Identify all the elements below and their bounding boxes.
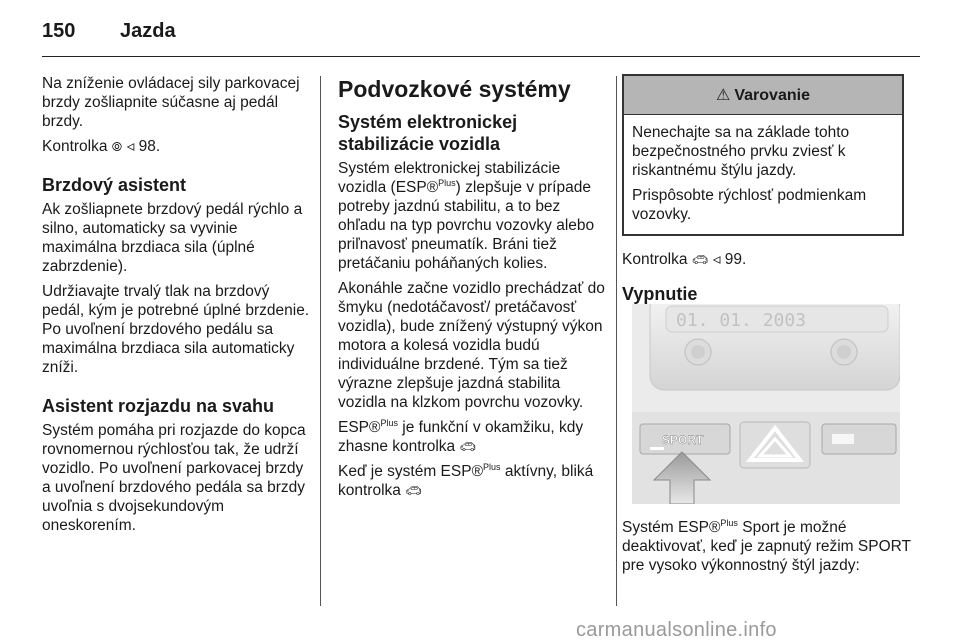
column-middle bbox=[338, 74, 610, 506]
column-right-bottom bbox=[622, 518, 914, 581]
text: Kontrolka bbox=[42, 138, 112, 155]
section-heading: Systém elektronickej stabilizácie vozidla bbox=[338, 112, 518, 154]
dashboard-figure bbox=[632, 304, 900, 504]
superscript: Plus bbox=[483, 461, 501, 472]
warning-box bbox=[622, 74, 904, 236]
superscript: Plus bbox=[438, 177, 456, 188]
text: je funkční v okamžiku, kdy zhasne kontrolka bbox=[338, 419, 584, 455]
text: aktívny, bliká kontrolka bbox=[338, 463, 594, 499]
paragraph: Systém pomáha pri rozjazde do kopca rovnomernou rýchlosťou tak, že udrží vozidlo. Po uvoľnení parkovacej brzdy a uvoľnení brzdového pedála sa brzdy uvoľnia s dvojsekundovým oneskorením. bbox=[42, 422, 306, 534]
paragraph: Na zníženie ovládacej sily parkovacej brzdy zošliapnite súčasne aj pedál brzdy. bbox=[42, 75, 300, 130]
text: Sport je možné deaktivovať, keď je zapnutý režim SPORT pre vysoko výkonnostný štýl jazdy: bbox=[622, 519, 911, 574]
warning-body bbox=[624, 115, 902, 234]
column-right bbox=[622, 74, 914, 309]
display-date: 01. 01. 2003 bbox=[676, 310, 807, 331]
chapter-heading: Podvozkové systémy bbox=[338, 76, 571, 102]
warning-title: Varovanie bbox=[734, 86, 810, 104]
warning-triangle-icon: ⚠ bbox=[716, 86, 731, 104]
watermark: carmanualsonline.info bbox=[576, 619, 777, 641]
page-reference: 99. bbox=[720, 251, 747, 268]
paragraph: Akonáhle začne vozidlo prechádzať do šmyku (nedotáčavosť/ pretáčavosť vozidla), bude znížený výstupný výkon motora a kolesá vozidla budú individuálne brzdené. Tým sa tiež výrazne zlepšuje jazdná stabilita vozidla na klzkom povrchu vozovky. bbox=[338, 280, 605, 411]
column-left bbox=[42, 74, 310, 541]
text: Keď je systém ESP® bbox=[338, 463, 483, 480]
column-divider bbox=[320, 76, 321, 606]
text: ) zlepšuje v prípade potreby jazdnú stabilitu, a to bez ohľadu na typ povrchu vozovky alebo priľnavosť pneumatík. Bráni tiež pretáčaniu poháňaných kolies. bbox=[338, 179, 595, 272]
esp-skid-car-icon: 🚗︎ bbox=[405, 483, 422, 498]
section-heading: Vypnutie bbox=[622, 284, 698, 304]
warning-text: Nenechajte sa na základe tohto bezpečnostného prvku zviesť k riskantnému štýlu jazdy. bbox=[632, 124, 850, 179]
page-reference-arrow-icon: ◃ bbox=[122, 138, 135, 155]
page-number: 150 bbox=[42, 20, 76, 42]
section-heading: Asistent rozjazdu na svahu bbox=[42, 396, 275, 416]
page-reference: 98. bbox=[134, 138, 161, 155]
paragraph-lamp-ref bbox=[622, 250, 914, 269]
dashboard-illustration bbox=[632, 304, 900, 504]
esp-skid-car-icon: 🚗︎ bbox=[459, 439, 477, 454]
warning-header bbox=[624, 76, 902, 115]
paragraph bbox=[338, 418, 610, 456]
text: Kontrolka bbox=[622, 251, 692, 268]
paragraph bbox=[338, 462, 610, 500]
superscript: Plus bbox=[380, 417, 398, 428]
text: Systém elektronickej stabilizácie vozidla (ESP® bbox=[338, 160, 561, 196]
sport-button-label: SPORT bbox=[662, 433, 704, 447]
column-divider bbox=[616, 76, 617, 606]
warning-text: Prispôsobte rýchlosť podmienkam vozovky. bbox=[632, 187, 867, 223]
text: Systém ESP® bbox=[622, 519, 721, 536]
section-heading: Brzdový asistent bbox=[42, 175, 187, 195]
paragraph-lamp-ref bbox=[42, 137, 310, 156]
page-reference-arrow-icon: ◃ bbox=[708, 251, 721, 268]
paragraph: Ak zošliapnete brzdový pedál rýchlo a silno, automaticky sa vyvinie maximálna brzdiaca sila (úplné zabrzdenie). bbox=[42, 201, 303, 275]
text: ESP® bbox=[338, 419, 381, 436]
esp-skid-car-icon: 🚗︎ bbox=[691, 252, 709, 267]
paragraph bbox=[622, 518, 914, 575]
superscript: Plus bbox=[720, 517, 738, 528]
paragraph: Udržiavajte trvalý tlak na brzdový pedál, kým je potrebné úplné brzdenie. Po uvoľnení brzdového pedálu sa maximálna brzdiaca sila automaticky zníži. bbox=[42, 283, 310, 376]
brake-warning-lamp-icon: ⦾ bbox=[111, 139, 123, 154]
header-rule bbox=[42, 56, 920, 57]
paragraph bbox=[338, 159, 610, 273]
page-title: Jazda bbox=[120, 20, 176, 42]
